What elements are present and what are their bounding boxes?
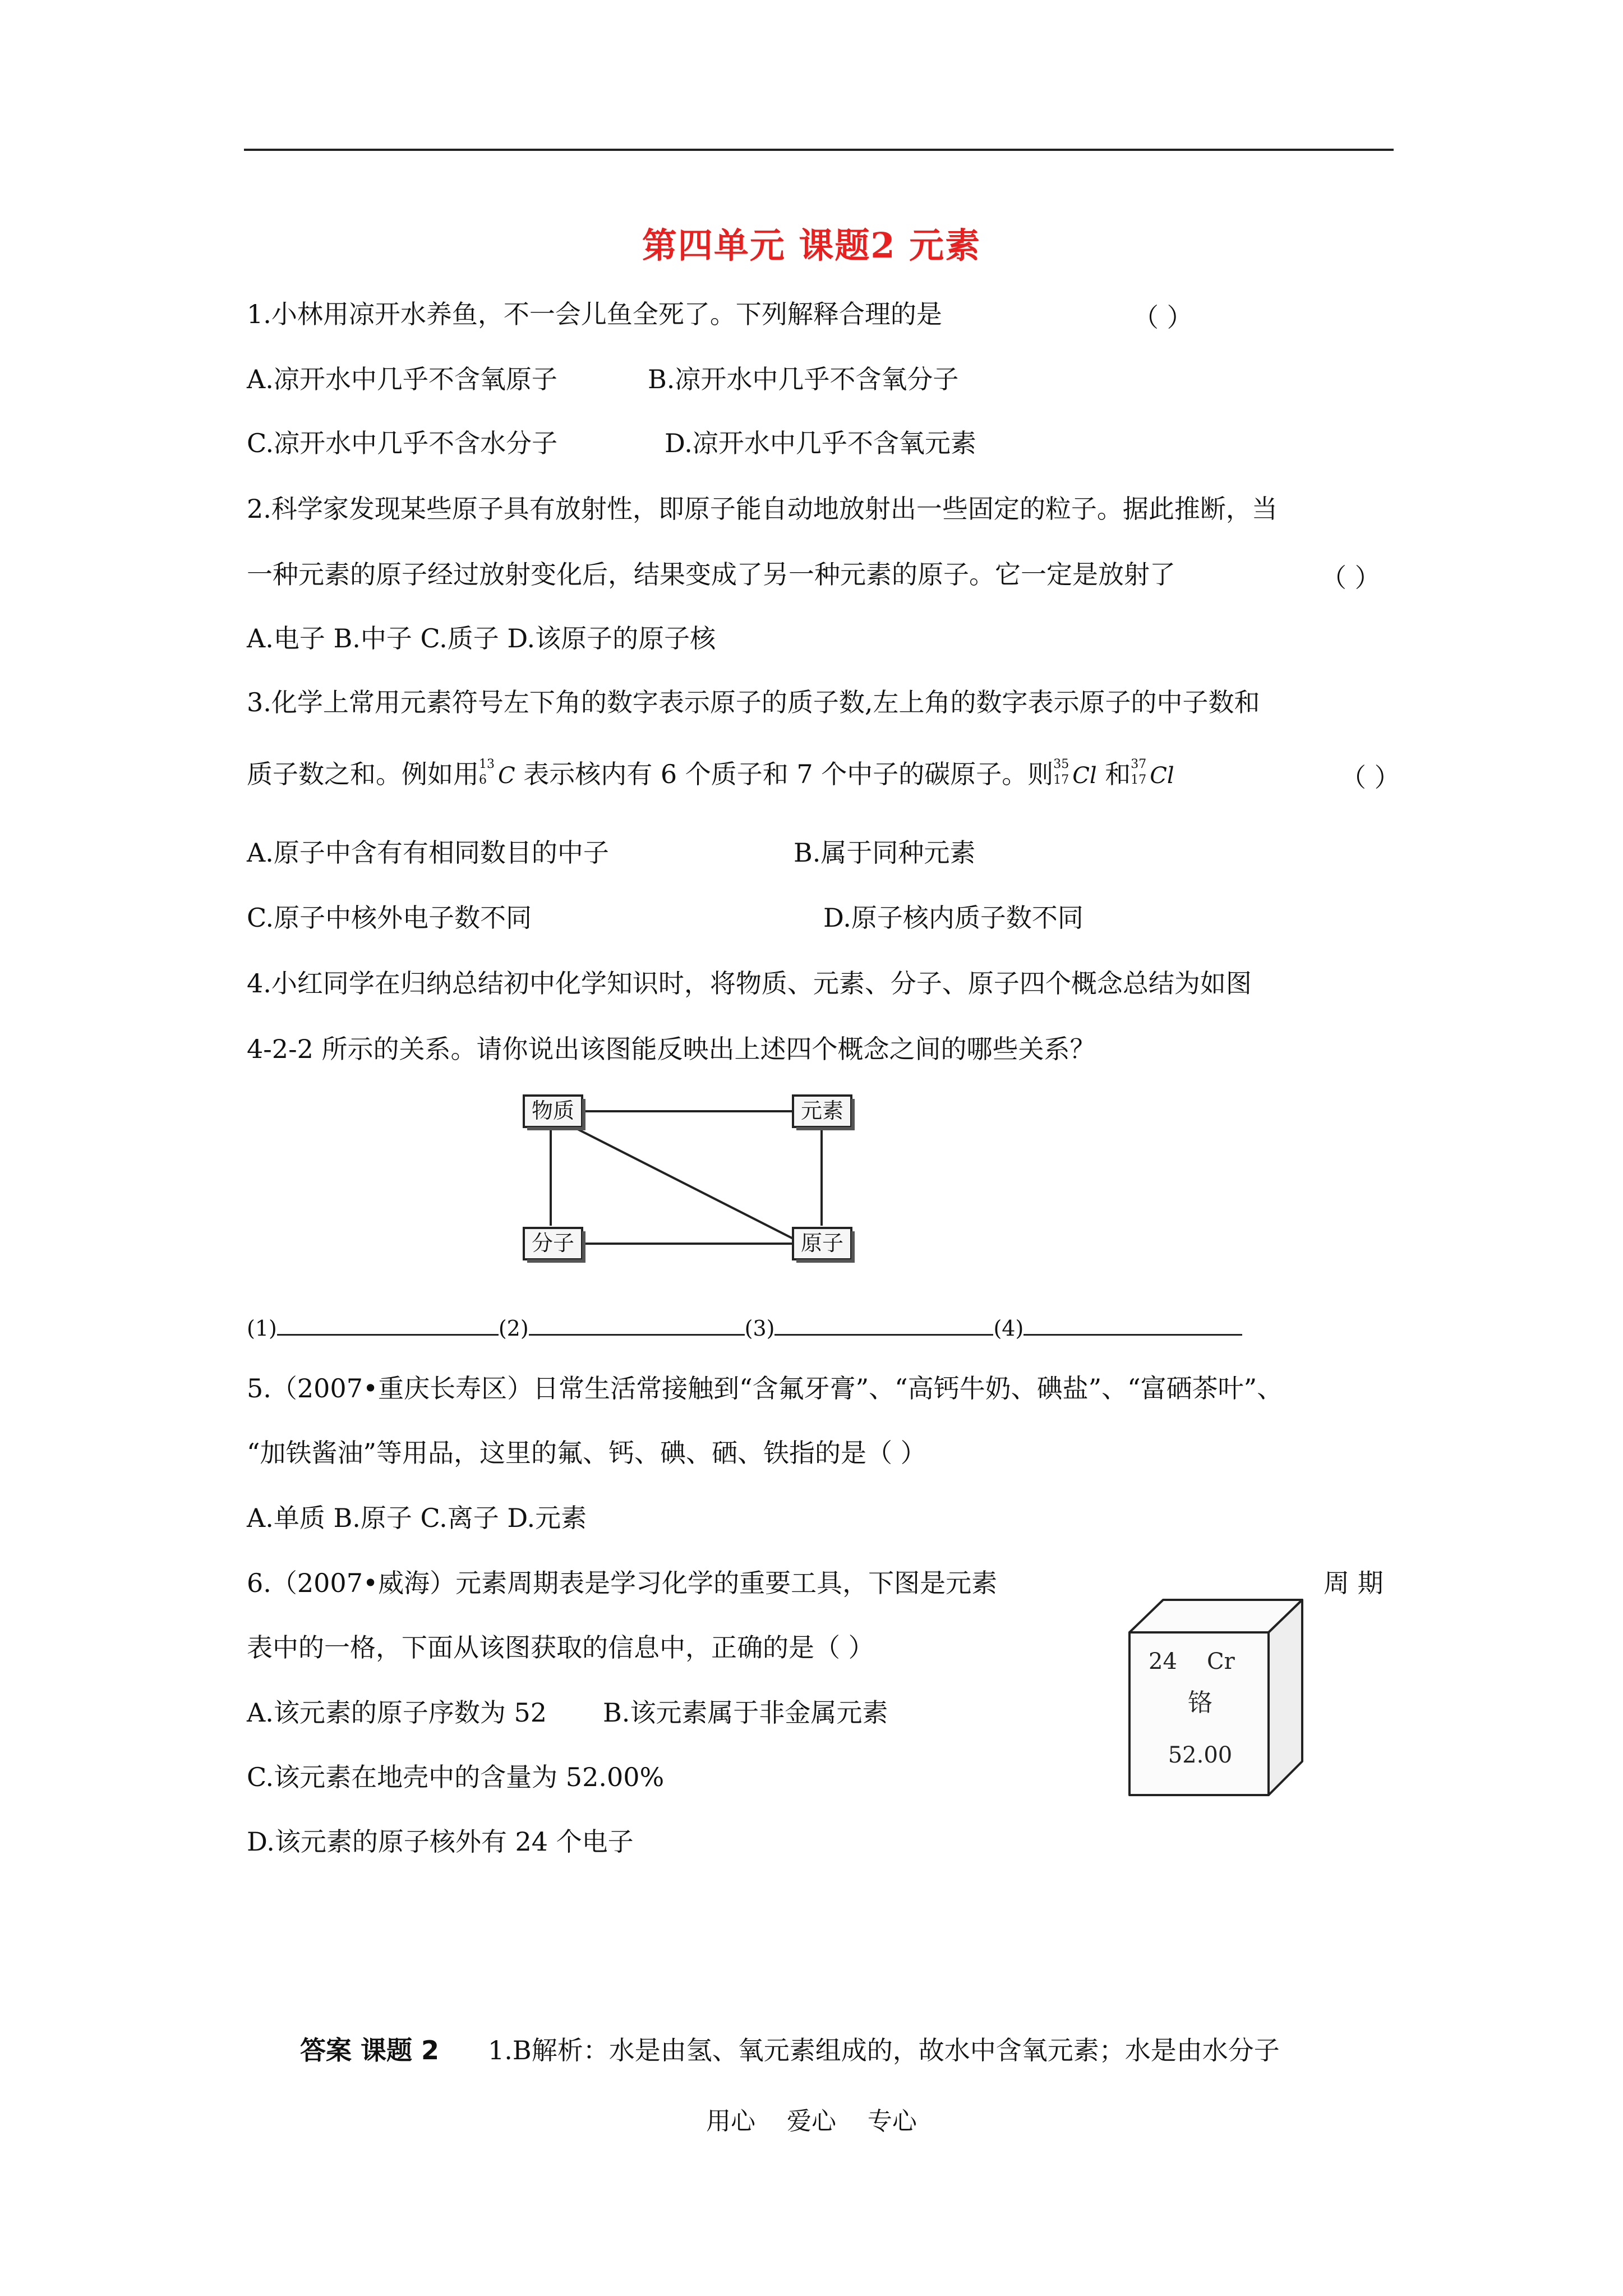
blank-2-label: (2)	[498, 1316, 529, 1341]
node-atom	[793, 1228, 855, 1263]
q6-option-b: B.该元素属于非金属元素	[603, 1697, 888, 1728]
node-element	[793, 1096, 855, 1130]
chlorine37-symbol: Cl	[1150, 763, 1174, 789]
chlorine37-atomic-number: 17	[1131, 773, 1147, 787]
q6-line1: 6.（2007•威海）元素周期表是学习化学的重要工具，下图是元素	[247, 1568, 998, 1598]
q6-option-a: A.该元素的原子序数为 52	[247, 1697, 547, 1728]
carbon-mass-number: 13	[479, 757, 495, 771]
node-molecule	[524, 1228, 585, 1263]
blank-3-label: (3)	[744, 1316, 775, 1341]
page-title: 第四单元 课题2 元素	[642, 225, 981, 266]
q6-option-d: D.该元素的原子核外有 24 个电子	[247, 1826, 634, 1857]
node-element-label: 元素	[800, 1098, 844, 1123]
q3-option-c: C.原子中核外电子数不同	[247, 903, 532, 933]
q1-stem: 1.小林用凉开水养鱼，不一会儿鱼全死了。下列解释合理的是	[247, 299, 942, 329]
q1-option-c: C.凉开水中几乎不含水分子	[247, 428, 558, 458]
q3-line2-part-b: 表示核内有 6 个质子和 7 个中子的碳原子。则	[523, 759, 1054, 789]
q2-options: A.电子 B.中子 C.质子 D.该原子的原子核	[247, 623, 716, 654]
q1-option-d: D.凉开水中几乎不含氧元素	[665, 428, 976, 458]
q1-option-b: B.凉开水中几乎不含氧分子	[648, 364, 959, 394]
carbon-atomic-number: 6	[479, 773, 487, 787]
q1-option-a: A.凉开水中几乎不含氧原子	[247, 364, 557, 394]
concept-relationship-diagram	[516, 1085, 864, 1276]
chlorine37-isotope-numbers	[1131, 757, 1150, 791]
blank-4-label: (4)	[993, 1316, 1024, 1341]
q3-line1: 3.化学上常用元素符号左下角的数字表示原子的质子数,左上角的数字表示原子的中子数和	[247, 687, 1260, 717]
q4-line1: 4.小红同学在归纳总结初中化学知识时，将物质、元素、分子、原子四个概念总结为如图	[247, 968, 1252, 999]
chlorine35-isotope-numbers	[1053, 757, 1072, 791]
answer-text: 1.B解析：水是由氢、氧元素组成的，故水中含氧元素；水是由水分子	[488, 2035, 1280, 2065]
blank-3-line	[774, 1307, 993, 1336]
q4-line2: 4-2-2 所示的关系。请你说出该图能反映出上述四个概念之间的哪些关系？	[247, 1034, 1096, 1064]
blank-1-line	[277, 1307, 499, 1336]
q6-option-c: C.该元素在地壳中的含量为 52.00%	[247, 1762, 665, 1792]
q6-line2: 表中的一格，下面从该图获取的信息中，正确的是（ ）	[247, 1632, 874, 1663]
cell-atomic-number: 24	[1149, 1649, 1177, 1674]
blank-4-line	[1023, 1307, 1242, 1336]
q3-line2-part-c: 和	[1105, 759, 1131, 789]
q3-option-b: B.属于同种元素	[794, 838, 976, 868]
cell-atomic-mass: 52.00	[1168, 1742, 1233, 1768]
answer-label: 答案 课题 2	[300, 2035, 440, 2065]
node-substance	[524, 1096, 585, 1130]
chlorine35-symbol: Cl	[1072, 763, 1097, 789]
q3-option-d: D.原子核内质子数不同	[823, 903, 1083, 933]
node-atom-label: 原子	[800, 1231, 844, 1255]
node-substance-label: 物质	[531, 1098, 575, 1123]
q2-line1: 2.科学家发现某些原子具有放射性，即原子能自动地放射出一些固定的粒子。据此推断，当	[247, 494, 1278, 524]
q5-line1: 5.（2007•重庆长寿区）日常生活常接触到“含氟牙膏”、“高钙牛奶、碘盐”、“富硒茶叶”、	[247, 1373, 1283, 1404]
chlorine37-mass-number: 37	[1131, 757, 1147, 771]
chlorine35-mass-number: 35	[1053, 757, 1069, 771]
blank-1-label: (1)	[247, 1316, 277, 1341]
q5-line2: “加铁酱油”等用品，这里的氟、钙、碘、硒、铁指的是（ ）	[247, 1438, 926, 1468]
cell-element-name: 铬	[1188, 1688, 1212, 1717]
q4-answer-blanks	[247, 1307, 1242, 1345]
blank-2-line	[529, 1307, 745, 1336]
q3-line2	[247, 757, 1174, 793]
chlorine35-atomic-number: 17	[1053, 773, 1069, 787]
page-footer: 用心 爱心 专心	[706, 2107, 917, 2136]
q3-line2-part-a: 质子数之和。例如用	[247, 759, 479, 789]
carbon-symbol: C	[498, 763, 515, 789]
q2-line2: 一种元素的原子经过放射变化后，结果变成了另一种元素的原子。它一定是放射了	[247, 559, 1175, 590]
cell-side-face	[1269, 1600, 1302, 1795]
node-molecule-label: 分子	[531, 1231, 575, 1255]
q3-answer-paren: （ ）	[1340, 762, 1400, 793]
carbon-isotope-numbers	[479, 757, 498, 791]
top-rule	[244, 149, 1394, 151]
q5-options: A.单质 B.原子 C.离子 D.元素	[247, 1503, 587, 1533]
q6-line1-end: 周 期	[1324, 1568, 1384, 1598]
q1-answer-paren: （ ）	[1133, 302, 1193, 333]
periodic-table-cell	[1122, 1593, 1312, 1806]
q3-option-a: A.原子中含有有相同数目的中子	[247, 838, 609, 868]
q2-answer-paren: （ ）	[1321, 563, 1381, 593]
cell-element-symbol: Cr	[1207, 1649, 1235, 1674]
edge-substance-atom	[578, 1129, 796, 1240]
